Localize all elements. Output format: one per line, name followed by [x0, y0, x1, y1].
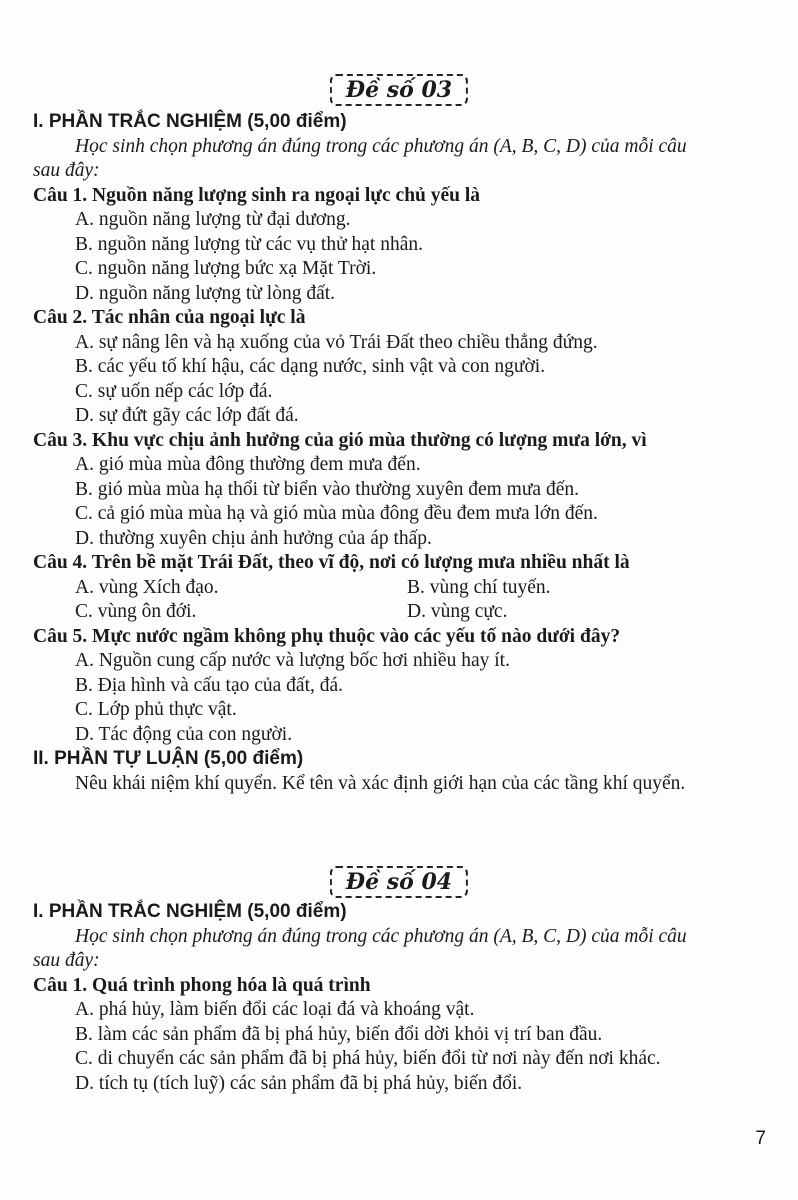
question-1: Câu 1. Quá trình phong hóa là quá trình	[33, 974, 371, 996]
question-1: Câu 1. Nguồn năng lượng sinh ra ngoại lực chủ yếu là	[33, 184, 481, 206]
option-row	[33, 600, 778, 625]
option: A. nguồn năng lượng từ đại dương.	[75, 209, 351, 230]
question-5: Câu 5. Mực nước ngầm không phụ thuộc vào các yếu tố nào dưới đây?	[33, 625, 621, 647]
option: C. Lớp phủ thực vật.	[75, 699, 237, 720]
option: C. di chuyển các sản phẩm đã bị phá hủy, biến đổi từ nơi này đến nơi khác.	[75, 1048, 661, 1069]
part1-heading: I. PHẦN TRẮC NGHIỆM (5,00 điểm)	[33, 111, 347, 132]
option: A. vùng Xích đạo.	[75, 576, 219, 598]
option: A. Nguồn cung cấp nước và lượng bốc hơi nhiều hay ít.	[75, 650, 510, 671]
option: A. gió mùa mùa đông thường đem mưa đến.	[75, 454, 421, 475]
option: B. nguồn năng lượng từ các vụ thử hạt nhân.	[75, 233, 424, 255]
option: B. các yếu tố khí hậu, các dạng nước, sinh vật và con người.	[75, 356, 546, 377]
essay-question: Nêu khái niệm khí quyển. Kể tên và xác định giới hạn của các tầng khí quyển.	[75, 772, 686, 794]
option-row	[33, 576, 778, 601]
question-3: Câu 3. Khu vực chịu ảnh hưởng của gió mùa thường có lượng mưa lớn, vì	[33, 429, 647, 451]
option: B. gió mùa mùa hạ thổi từ biển vào thường xuyên đem mưa đến.	[75, 478, 579, 500]
question-2: Câu 2. Tác nhân của ngoại lực là	[33, 307, 306, 328]
exam-badge-03: Đề số 03	[330, 74, 468, 106]
instruction: Học sinh chọn phương án đúng trong các phương án (A, B, C, D) của mỗi câu	[75, 925, 687, 947]
option: D. nguồn năng lượng từ lòng đất.	[75, 282, 336, 304]
instruction: Học sinh chọn phương án đúng trong các phương án (A, B, C, D) của mỗi câu	[75, 135, 687, 157]
exam-04	[33, 900, 778, 1096]
option: D. tích tụ (tích luỹ) các sản phẩm đã bị phá hủy, biến đổi.	[75, 1072, 523, 1094]
part2-heading: II. PHẦN TỰ LUẬN (5,00 điểm)	[33, 748, 304, 769]
exam-03	[33, 110, 778, 796]
instruction-cont: sau đây:	[33, 950, 100, 971]
option: A. phá hủy, làm biến đổi các loại đá và khoáng vật.	[75, 999, 475, 1020]
option: D. Tác động của con người.	[75, 723, 293, 745]
instruction-cont: sau đây:	[33, 160, 100, 181]
exam-badge-04: Đề số 04	[330, 866, 468, 898]
option: D. vùng cực.	[407, 601, 508, 622]
option: A. sự nâng lên và hạ xuống của vỏ Trái Đất theo chiều thẳng đứng.	[75, 331, 598, 353]
option: D. thường xuyên chịu ảnh hưởng của áp thấp.	[75, 527, 432, 549]
option: C. nguồn năng lượng bức xạ Mặt Trời.	[75, 258, 377, 279]
page-number: 7	[755, 1128, 766, 1149]
option: B. làm các sản phẩm đã bị phá hủy, biến đổi dời khỏi vị trí ban đầu.	[75, 1023, 603, 1045]
option: D. sự đứt gãy các lớp đất đá.	[75, 405, 299, 426]
option: C. vùng ôn đới.	[75, 601, 197, 622]
part1-heading: I. PHẦN TRẮC NGHIỆM (5,00 điểm)	[33, 901, 347, 922]
question-4: Câu 4. Trên bề mặt Trái Đất, theo vĩ độ, nơi có lượng mưa nhiều nhất là	[33, 552, 630, 573]
option: C. sự uốn nếp các lớp đá.	[75, 380, 273, 402]
option: C. cả gió mùa mùa hạ và gió mùa mùa đông đều đem mưa lớn đến.	[75, 503, 598, 524]
option: B. Địa hình và cấu tạo của đất, đá.	[75, 674, 344, 696]
option: B. vùng chí tuyến.	[407, 576, 551, 598]
